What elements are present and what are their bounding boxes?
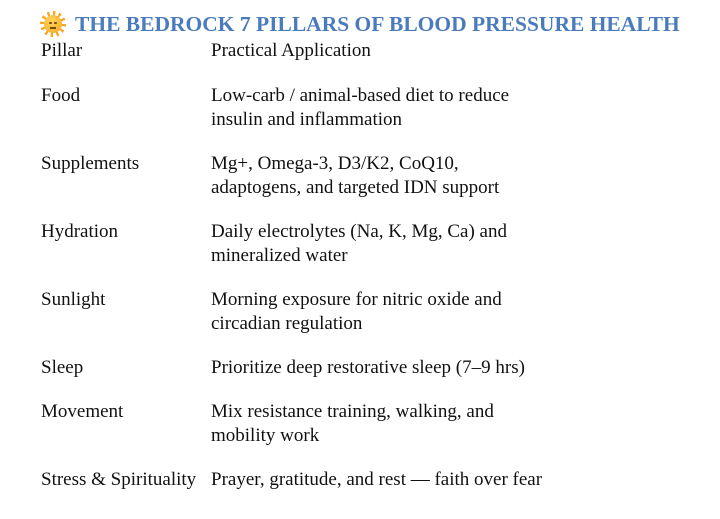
page-title — [40, 10, 680, 38]
application-line: adaptogens, and targeted IDN support — [211, 177, 500, 198]
application-cell — [211, 220, 691, 268]
pillar-cell: Stress & Spirituality — [41, 469, 197, 490]
sun-icon — [40, 11, 66, 37]
application-cell — [211, 468, 691, 492]
application-line: Daily electrolytes (Na, K, Mg, Ca) and — [211, 221, 507, 242]
application-line: mineralized water — [211, 245, 348, 266]
pillar-cell: Movement — [41, 401, 124, 422]
application-cell — [211, 400, 691, 448]
application-line: mobility work — [211, 425, 320, 446]
application-line: Prayer, gratitude, and rest — faith over fear — [211, 469, 543, 490]
application-line: insulin and inflammation — [211, 109, 403, 130]
application-cell — [211, 84, 691, 132]
application-cell — [211, 152, 691, 200]
pillar-cell: Food — [41, 85, 81, 106]
header-pillar: Pillar — [41, 40, 83, 61]
application-line: circadian regulation — [211, 313, 363, 334]
pillar-cell: Sunlight — [41, 289, 106, 310]
pillar-cell: Supplements — [41, 153, 140, 174]
pillar-cell: Hydration — [41, 221, 119, 242]
pillar-cell: Sleep — [41, 357, 84, 378]
application-line: Low-carb / animal-based diet to reduce — [211, 85, 510, 106]
application-line: Mix resistance training, walking, and — [211, 401, 494, 422]
application-line: Morning exposure for nitric oxide and — [211, 289, 502, 310]
title-text: THE BEDROCK 7 PILLARS OF BLOOD PRESSURE HEALTH — [75, 11, 680, 36]
application-line: Mg+, Omega-3, D3/K2, CoQ10, — [211, 153, 459, 174]
application-cell — [211, 288, 691, 336]
application-cell — [211, 356, 691, 380]
application-line: Prioritize deep restorative sleep (7–9 hrs) — [211, 357, 525, 378]
header-application: Practical Application — [211, 40, 371, 61]
